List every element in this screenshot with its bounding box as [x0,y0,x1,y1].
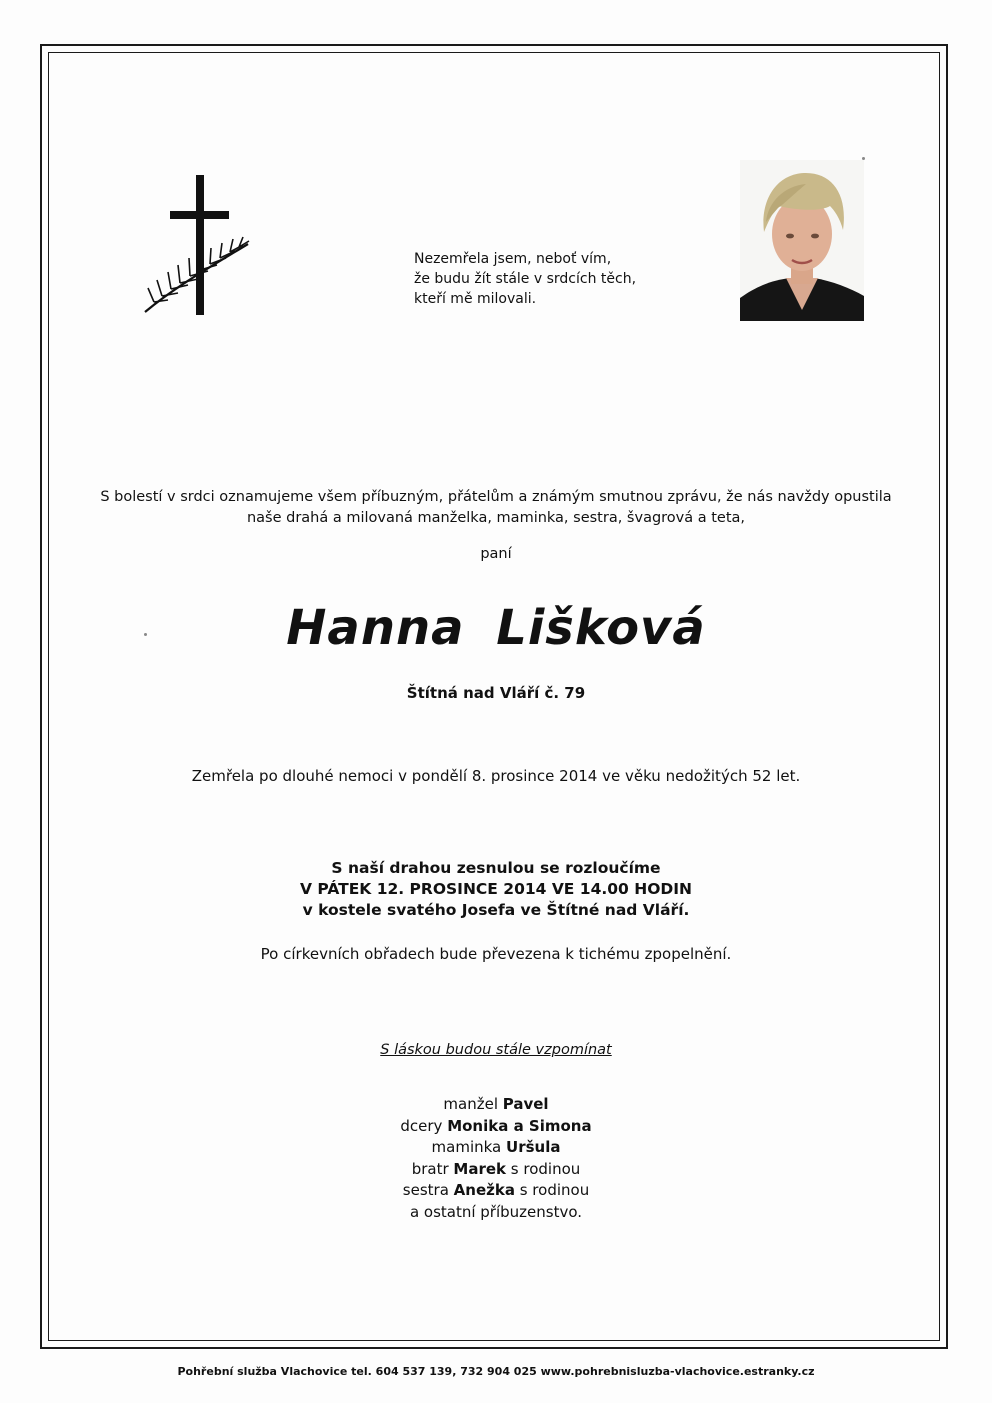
mourner-relation: sestra [402,1181,454,1200]
mourner-line [60,1180,932,1202]
mourner-suffix: s rodinou [514,1181,590,1200]
cross-with-palm-icon [140,172,260,322]
announcement-line: naše drahá a milovaná manželka, maminka, sestra, švagrová a teta, [246,510,746,526]
portrait-photo [740,160,864,321]
announcement [60,487,932,529]
deceased-address: Štítná nad Vláří č. 79 [406,684,586,702]
motto-quote [414,249,674,309]
motto-line: že budu žít stále v srdcích těch, [414,271,637,287]
mourner-relation: a ostatní příbuzenstvo. [409,1202,583,1221]
cremation-note: Po církevních obřadech bude převezena k tichému zpopelnění. [260,945,732,963]
funeral-service-footer: Pohřební služba Vlachovice tel. 604 537 139, 732 904 025 www.pohrebnisluzba-vlachovice.estranky.cz [177,1365,815,1378]
mourner-name: Uršula [506,1138,561,1157]
mourner-relation: manžel [443,1095,503,1113]
ceremony-line: v kostele svatého Josefa ve Štítné nad Vláří. [302,901,690,919]
salutation: paní [480,546,512,562]
mourner-line [60,1159,932,1181]
mourner-name: Pavel [502,1095,549,1113]
mourner-relation: dcery [400,1116,448,1135]
motto-line: kteří mě milovali. [414,291,537,307]
mourner-line [60,1094,932,1116]
mourner-suffix: s rodinou [506,1159,581,1178]
scan-speck [144,633,147,636]
mourners-list [60,1094,932,1224]
mourner-line [60,1202,932,1224]
mourner-line [60,1116,932,1138]
remember-heading: S láskou budou stále vzpomínat [380,1042,612,1058]
deceased-name: Hanna Lišková [286,600,706,656]
mourner-name: Monika a Simona [447,1116,592,1135]
ceremony-line: S naší drahou zesnulou se rozloučíme [331,859,661,877]
mourner-relation: maminka [431,1138,507,1157]
motto-line: Nezemřela jsem, neboť vím, [414,251,612,267]
ceremony-line: V PÁTEK 12. PROSINCE 2014 VE 14.00 HODIN [300,880,692,898]
mourner-name: Anežka [453,1181,515,1200]
mourner-name: Marek [453,1159,507,1178]
funeral-ceremony [60,858,932,921]
mourner-relation: bratr [411,1159,454,1178]
announcement-line: S bolestí v srdci oznamujeme všem příbuzným, přátelům a známým smutnou zprávu, že nás navždy opustila [100,489,892,505]
mourner-line [60,1137,932,1159]
death-notice: Zemřela po dlouhé nemoci v pondělí 8. prosince 2014 ve věku nedožitých 52 let. [191,767,801,785]
scan-speck [862,157,865,160]
